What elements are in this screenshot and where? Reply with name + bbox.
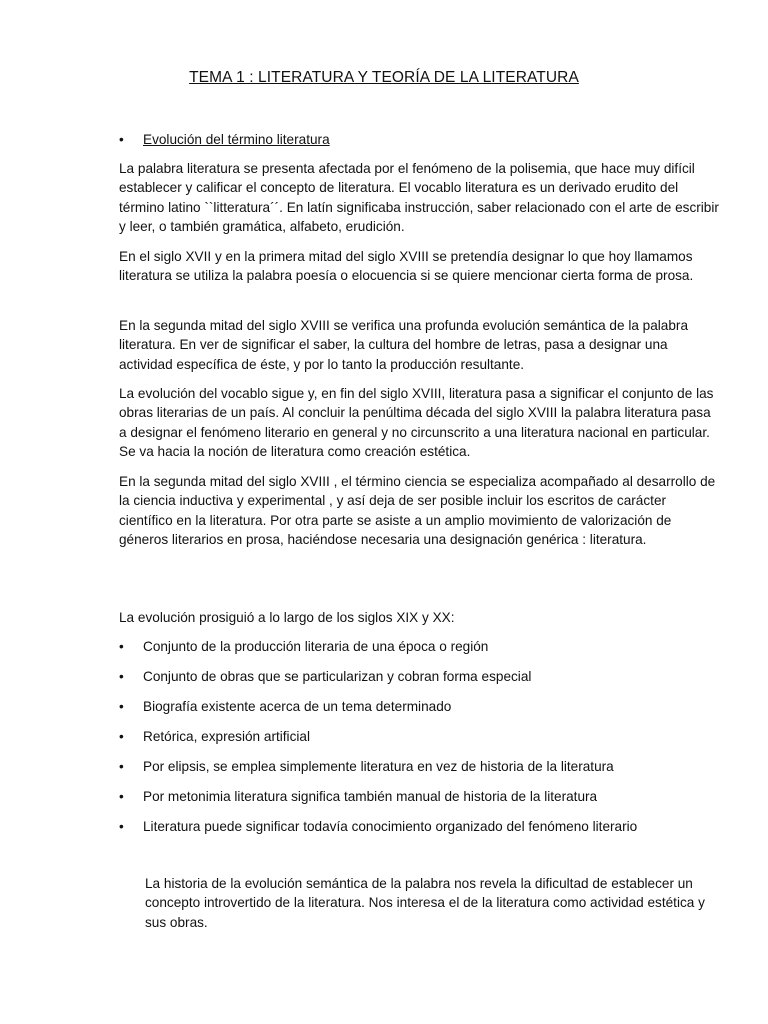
bullet-symbol: • xyxy=(119,759,124,774)
list-item: Biografía existente acerca de un tema determinado xyxy=(143,699,452,714)
paragraph-3: En la segunda mitad del siglo XVIII se verifica una profunda evolución semántica de la palabra literatura. En ver de significar el saber, la cultura del hombre de letras, pasa a designar una actividad específica de éste, y por lo tanto la producción resultante. xyxy=(119,318,689,372)
list-item: Conjunto de obras que se particularizan y cobran forma especial xyxy=(143,669,532,684)
list-item: Retórica, expresión artificial xyxy=(143,729,310,744)
paragraph-2: En el siglo XVII y en la primera mitad del siglo XVIII se pretendía designar lo que hoy llamamos literatura se utiliza la palabra poesía o elocuencia si se quiere mencionar cierta forma de prosa. xyxy=(119,249,694,284)
list-item: Conjunto de la producción literaria de una época o región xyxy=(143,639,489,654)
paragraph-5: En la segunda mitad del siglo XVIII , el término ciencia se especializa acompañado al desarrollo de la ciencia inductiva y experimental , y así deja de ser posible incluir los escritos de carácter científico en la literatura. Por otra parte se asiste a un amplio movimiento de valorización de géneros literarios en prosa, haciéndose necesaria una designación genérica : literatura. xyxy=(119,474,716,548)
list-item: Por elipsis, se emplea simplemente literatura en vez de historia de la literatura xyxy=(143,759,614,774)
bullet-symbol: • xyxy=(119,669,124,684)
section-heading: Evolución del término literatura xyxy=(143,132,330,147)
bullet-symbol: • xyxy=(119,639,124,654)
bullet-symbol: • xyxy=(119,699,124,714)
bullet-symbol: • xyxy=(119,819,124,834)
list-item: Literatura puede significar todavía conocimiento organizado del fenómeno literario xyxy=(143,819,638,834)
bullet-symbol: • xyxy=(119,132,124,147)
document-title: TEMA 1 : LITERATURA Y TEORÍA DE LA LITERATURA xyxy=(189,69,579,86)
closing-paragraph: La historia de la evolución semántica de la palabra nos revela la dificultad de establecer un concepto introvertido de la literatura. Nos interesa el de la literatura como actividad estética y sus obras. xyxy=(145,876,705,930)
list-item: Por metonimia literatura significa también manual de historia de la literatura xyxy=(143,789,598,804)
paragraph-4: La evolución del vocablo sigue y, en fin del siglo XVIII, literatura pasa a significar el conjunto de las obras literarias de un país. Al concluir la penúltima década del siglo XVIII la palabra literatura pasa a designar el fenómeno literario en general y no circunscrito a una literatura nacional en particular. Se va hacia la noción de literatura como creación estética. xyxy=(119,386,714,460)
paragraph-1: La palabra literatura se presenta afectada por el fenómeno de la polisemia, que hace muy difícil establecer y calificar el concepto de literatura. El vocablo literatura es un derivado erudito del término latino ``litteratura´´. En latín significaba instrucción, saber relacionado con el arte de escribir y leer, o también gramática, alfabeto, erudición. xyxy=(119,161,719,235)
bullet-symbol: • xyxy=(119,789,124,804)
bullet-symbol: • xyxy=(119,729,124,744)
list-intro: La evolución prosiguió a lo largo de los siglos XIX y XX: xyxy=(119,610,455,625)
